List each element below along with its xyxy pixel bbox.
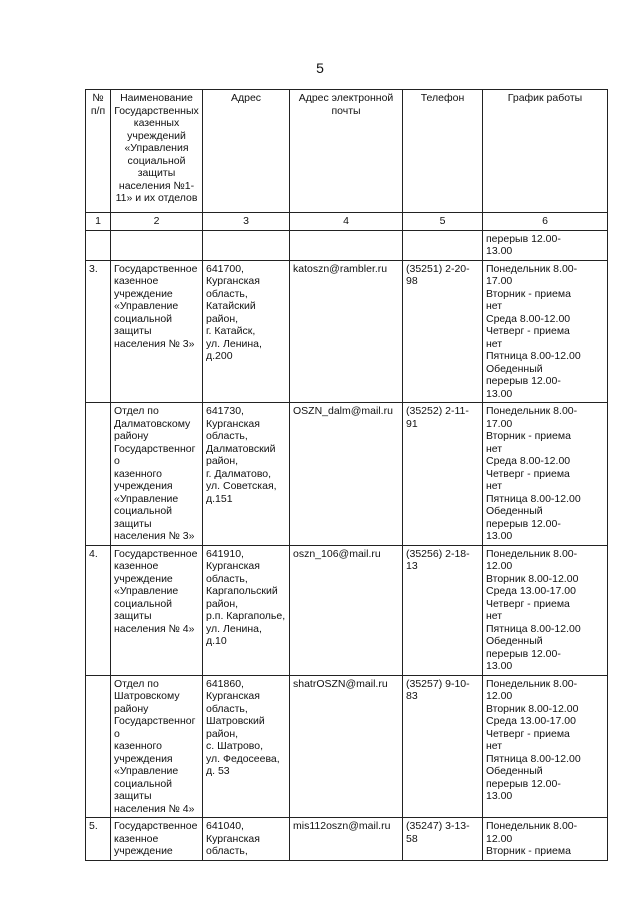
cell-name: Государственное казенное учреждение — [111, 818, 203, 861]
cell-number — [86, 403, 111, 546]
header-email: Адрес электронной почты — [290, 90, 403, 213]
column-number: 4 — [290, 213, 403, 231]
table-row — [86, 260, 608, 403]
cell-email: oszn_106@mail.ru — [290, 545, 403, 675]
header-number: № п/п — [86, 90, 111, 213]
table-row — [86, 675, 608, 818]
cell-number: 5. — [86, 818, 111, 861]
page-number: 5 — [316, 60, 324, 76]
column-number: 5 — [403, 213, 483, 231]
column-number: 3 — [203, 213, 290, 231]
cell-email: shatrOSZN@mail.ru — [290, 675, 403, 818]
cell-schedule: перерыв 12.00- 13.00 — [483, 230, 608, 260]
cell-address: 641700, Курганская область, Катайский район, г. Катайск, ул. Ленина, д.200 — [203, 260, 290, 403]
column-number: 1 — [86, 213, 111, 231]
table-row — [86, 545, 608, 675]
cell-address: 641040, Курганская область, — [203, 818, 290, 861]
cell-phone: (35252) 2-11-91 — [403, 403, 483, 546]
column-number: 2 — [111, 213, 203, 231]
column-number: 6 — [483, 213, 608, 231]
cell-number: 4. — [86, 545, 111, 675]
continuation-row — [86, 230, 608, 260]
header-address: Адрес — [203, 90, 290, 213]
cell-number: 3. — [86, 260, 111, 403]
cell-schedule: Понедельник 8.00- 12.00 Вторник 8.00-12.00 Среда 13.00-17.00 Четверг - приема нет Пятница 8.00-12.00 Обеденный перерыв 12.00- 13.00 — [483, 675, 608, 818]
cell-schedule: Понедельник 8.00- 12.00 Вторник 8.00-12.00 Среда 13.00-17.00 Четверг - приема нет Пятница 8.00-12.00 Обеденный перерыв 12.00- 13.00 — [483, 545, 608, 675]
cell-email: katoszn@rambler.ru — [290, 260, 403, 403]
cell-schedule: Понедельник 8.00- 17.00 Вторник - приема нет Среда 8.00-12.00 Четверг - приема нет Пятница 8.00-12.00 Обеденный перерыв 12.00- 13.00 — [483, 260, 608, 403]
header-name: Наименование Государственных казенных учреждений «Управления социальной защиты населения №1- 11» и их отделов — [111, 90, 203, 213]
cell-phone: (35251) 2-20- 98 — [403, 260, 483, 403]
cell-email: mis112oszn@mail.ru — [290, 818, 403, 861]
cell-phone: (35256) 2-18- 13 — [403, 545, 483, 675]
header-schedule: График работы — [483, 90, 608, 213]
cell-address: 641730, Курганская область, Далматовский район, г. Далматово, ул. Советская, д.151 — [203, 403, 290, 546]
table-row — [86, 818, 608, 861]
header-phone: Телефон — [403, 90, 483, 213]
cell-address: 641860, Курганская область, Шатровский район, с. Шатрово, ул. Федосеева, д. 53 — [203, 675, 290, 818]
cell-name: Отдел по Далматовскому району Государственного казенного учреждения «Управление социальной защиты населения № 3» — [111, 403, 203, 546]
cell-schedule: Понедельник 8.00- 17.00 Вторник - приема нет Среда 8.00-12.00 Четверг - приема нет Пятница 8.00-12.00 Обеденный перерыв 12.00- 13.00 — [483, 403, 608, 546]
cell-phone: (35247) 3-13- 58 — [403, 818, 483, 861]
cell-schedule: Понедельник 8.00- 12.00 Вторник - приема — [483, 818, 608, 861]
cell-address: 641910, Курганская область, Каргапольский район, р.п. Каргаполье, ул. Ленина, д.10 — [203, 545, 290, 675]
table-row — [86, 403, 608, 546]
cell-name: Государственное казенное учреждение «Управление социальной защиты населения № 3» — [111, 260, 203, 403]
cell-email: OSZN_dalm@mail.ru — [290, 403, 403, 546]
cell-number — [86, 675, 111, 818]
header-row — [86, 90, 608, 213]
cell-name: Государственное казенное учреждение «Управление социальной защиты населения № 4» — [111, 545, 203, 675]
column-number-row — [86, 213, 608, 231]
cell-name: Отдел по Шатровскому району Государственного казенного учреждения «Управление социальной защиты населения № 4» — [111, 675, 203, 818]
cell-phone: (35257) 9-10- 83 — [403, 675, 483, 818]
offices-table — [85, 89, 608, 861]
